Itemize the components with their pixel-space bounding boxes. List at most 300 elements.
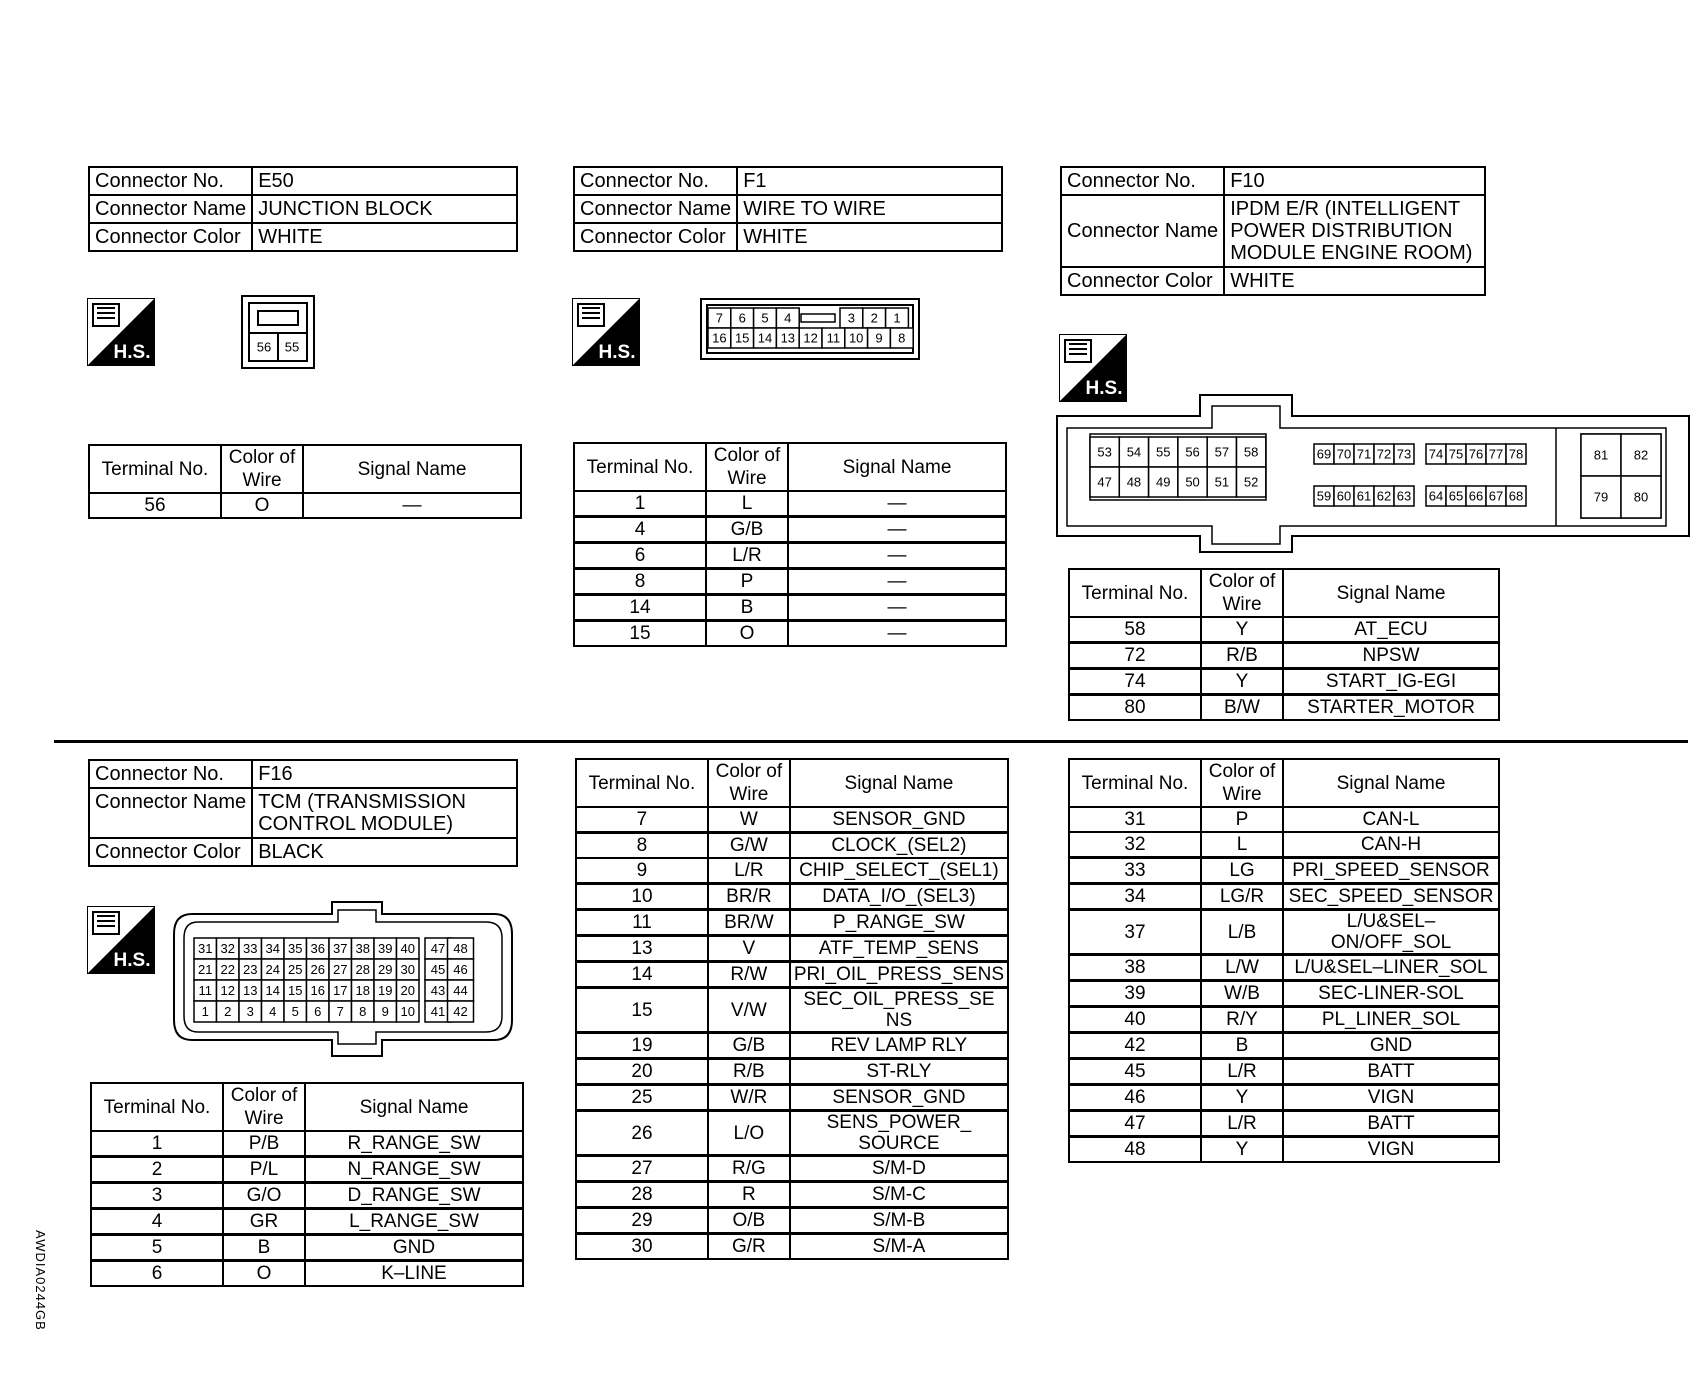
table-row [1069, 807, 1499, 832]
terminal-no-cell: 32 [1069, 832, 1201, 858]
signal-name-header: Signal Name [305, 1083, 523, 1131]
wire-color-cell: L/R [706, 543, 788, 569]
signal-name-cell: SEC_OIL_PRESS_SE NS [790, 988, 1008, 1033]
terminal-no-cell: 38 [1069, 955, 1201, 981]
terminal-no-cell: 6 [91, 1261, 223, 1287]
terminal-no-cell: 28 [576, 1182, 708, 1208]
signal-name-cell: PL_LINER_SOL [1283, 1007, 1499, 1033]
terminal-no-cell: 15 [576, 988, 708, 1033]
signal-name-cell: D_RANGE_SW [305, 1183, 523, 1209]
wire-color-cell: P/L [223, 1157, 305, 1183]
table-row [1069, 617, 1499, 643]
f16-info-table [88, 759, 518, 867]
pin-45: 45 [430, 962, 446, 977]
pin-54: 54 [1126, 444, 1142, 460]
terminal-no-cell: 31 [1069, 807, 1201, 832]
table-row [576, 884, 1008, 910]
table-row [576, 1085, 1008, 1111]
table-row [1069, 858, 1499, 884]
connector-color-value: WHITE [737, 223, 1002, 251]
pin-57: 57 [1214, 444, 1230, 460]
wire-color-cell: O/B [708, 1208, 790, 1234]
signal-name-cell: GND [305, 1235, 523, 1261]
table-row [576, 1182, 1008, 1208]
pin-48: 48 [1126, 474, 1142, 490]
f1-info-table [573, 166, 1003, 252]
table-row [576, 988, 1008, 1033]
signal-name-cell: ATF_TEMP_SENS [790, 936, 1008, 962]
table-row [574, 569, 1006, 595]
pin-8: 8 [359, 1004, 367, 1019]
terminal-no-cell: 37 [1069, 910, 1201, 955]
wire-color-cell: V [708, 936, 790, 962]
pin-51: 51 [1214, 474, 1230, 490]
table-row [91, 1157, 523, 1183]
pin-15: 15 [734, 330, 750, 346]
terminal-no-cell: 39 [1069, 981, 1201, 1007]
signal-name-header: Signal Name [788, 443, 1006, 491]
terminal-no-cell: 4 [574, 517, 706, 543]
wire-color-cell: BR/R [708, 884, 790, 910]
wire-color-cell: P [1201, 807, 1283, 832]
connector-name-value: TCM (TRANSMISSION CONTROL MODULE) [252, 788, 517, 838]
terminal-no-cell: 33 [1069, 858, 1201, 884]
pin-44: 44 [453, 983, 468, 998]
harness-side-icon [87, 298, 155, 366]
signal-name-cell: VIGN [1283, 1085, 1499, 1111]
connector-no-value: F16 [252, 760, 517, 788]
signal-name-cell: K–LINE [305, 1261, 523, 1287]
pin-28: 28 [355, 962, 370, 977]
pin-18: 18 [355, 983, 370, 998]
terminal-no-cell: 30 [576, 1234, 708, 1260]
signal-name-cell: ST-RLY [790, 1059, 1008, 1085]
table-row [1069, 1007, 1499, 1033]
pin-38: 38 [355, 941, 370, 956]
pin-61: 61 [1356, 488, 1372, 504]
signal-name-cell: BATT [1283, 1111, 1499, 1137]
pin-64: 64 [1428, 488, 1444, 504]
terminal-no-cell: 48 [1069, 1137, 1201, 1163]
pin-5: 5 [291, 1004, 299, 1019]
wire-color-cell: R/W [708, 962, 790, 988]
wire-color-cell: G/O [223, 1183, 305, 1209]
signal-name-header: Signal Name [1283, 569, 1499, 617]
terminal-no-cell: 45 [1069, 1059, 1201, 1085]
connector-no-label: Connector No. [89, 167, 252, 195]
signal-name-cell: CHIP_SELECT_(SEL1) [790, 858, 1008, 884]
section-divider [54, 740, 1688, 743]
table-row [91, 1131, 523, 1157]
pin-47: 47 [430, 941, 446, 956]
signal-name-cell: DATA_I/O_(SEL3) [790, 884, 1008, 910]
e50-info-table [88, 166, 518, 252]
signal-name-cell: S/M-A [790, 1234, 1008, 1260]
connector-name-label: Connector Name [574, 195, 737, 223]
pin-80: 80 [1633, 489, 1649, 505]
pin-3: 3 [847, 310, 856, 326]
connector-no-label: Connector No. [1061, 167, 1224, 195]
terminal-no-cell: 74 [1069, 669, 1201, 695]
signal-name-header: Signal Name [790, 759, 1008, 807]
wire-color-cell: Y [1201, 669, 1283, 695]
terminal-no-header: Terminal No. [1069, 569, 1201, 617]
signal-name-cell: PRI_OIL_PRESS_SENS [790, 962, 1008, 988]
terminal-no-cell: 8 [576, 833, 708, 859]
f16-terminal-table-b [575, 758, 1009, 1260]
pin-41: 41 [430, 1004, 446, 1019]
table-row [1069, 1033, 1499, 1059]
pin-11: 11 [826, 330, 841, 346]
pin-10: 10 [400, 1004, 415, 1019]
f10-info-table [1060, 166, 1486, 296]
pin-19: 19 [378, 983, 393, 998]
wire-color-cell: B [223, 1235, 305, 1261]
svg-text:H.S.: H.S. [113, 342, 151, 363]
harness-side-icon [1059, 334, 1127, 402]
table-row [574, 517, 1006, 543]
terminal-no-cell: 8 [574, 569, 706, 595]
terminal-no-cell: 27 [576, 1156, 708, 1182]
connector-color-label: Connector Color [89, 838, 252, 866]
pin-4: 4 [269, 1004, 277, 1019]
table-row [574, 595, 1006, 621]
table-row [1069, 955, 1499, 981]
table-row [1069, 832, 1499, 858]
e50-terminal-table [88, 444, 522, 519]
connector-name-value: JUNCTION BLOCK [252, 195, 517, 223]
pin-15: 15 [288, 983, 303, 998]
table-row [1069, 1111, 1499, 1137]
connector-name-value: WIRE TO WIRE [737, 195, 1002, 223]
terminal-no-cell: 25 [576, 1085, 708, 1111]
pin-7: 7 [336, 1004, 344, 1019]
table-row [91, 1235, 523, 1261]
terminal-no-header: Terminal No. [576, 759, 708, 807]
f10-terminal-table [1068, 568, 1500, 721]
table-row [576, 1111, 1008, 1156]
pin-25: 25 [288, 962, 303, 977]
pin-7: 7 [715, 310, 724, 326]
pin-62: 62 [1376, 488, 1392, 504]
pin-14: 14 [265, 983, 280, 998]
table-row [576, 833, 1008, 859]
pin-31: 31 [198, 941, 213, 956]
pin-9: 9 [381, 1004, 389, 1019]
connector-no-label: Connector No. [89, 760, 252, 788]
pin-43: 43 [430, 983, 446, 998]
terminal-no-cell: 14 [574, 595, 706, 621]
wire-color-cell: G/W [708, 833, 790, 859]
connector-name-label: Connector Name [1061, 195, 1224, 267]
table-row [576, 807, 1008, 833]
signal-name-cell: STARTER_MOTOR [1283, 695, 1499, 721]
pin-42: 42 [453, 1004, 468, 1019]
signal-name-cell: — [788, 491, 1006, 517]
connector-no-value: E50 [252, 167, 517, 195]
table-row [1069, 910, 1499, 955]
wire-color-cell: R/Y [1201, 1007, 1283, 1033]
pin-58: 58 [1243, 444, 1259, 460]
table-row [91, 1183, 523, 1209]
signal-name-cell: N_RANGE_SW [305, 1157, 523, 1183]
terminal-no-header: Terminal No. [1069, 759, 1201, 807]
terminal-no-cell: 5 [91, 1235, 223, 1261]
svg-text:H.S.: H.S. [113, 950, 151, 971]
wire-color-cell: R [708, 1182, 790, 1208]
signal-name-cell: L/U&SEL–LINER_SOL [1283, 955, 1499, 981]
table-row [574, 543, 1006, 569]
signal-name-cell: — [788, 595, 1006, 621]
wire-color-cell: G/R [708, 1234, 790, 1260]
wire-color-cell: L/O [708, 1111, 790, 1156]
terminal-no-cell: 19 [576, 1033, 708, 1059]
pin-34: 34 [265, 941, 280, 956]
wire-color-cell: P [706, 569, 788, 595]
svg-text:H.S.: H.S. [598, 342, 636, 363]
pin-12: 12 [220, 983, 235, 998]
wire-color-cell: L/R [708, 858, 790, 884]
signal-name-header: Signal Name [303, 445, 521, 493]
wire-color-cell: W/R [708, 1085, 790, 1111]
harness-side-icon [87, 906, 155, 974]
terminal-no-cell: 40 [1069, 1007, 1201, 1033]
signal-name-cell: S/M-D [790, 1156, 1008, 1182]
f16-terminal-table-a [90, 1082, 524, 1287]
pin-37: 37 [333, 941, 348, 956]
wire-color-cell: L/R [1201, 1059, 1283, 1085]
wire-color-cell: Y [1201, 617, 1283, 643]
connector-color-value: BLACK [252, 838, 517, 866]
signal-name-cell: SEC-LINER-SOL [1283, 981, 1499, 1007]
wire-color-cell: L/R [1201, 1111, 1283, 1137]
terminal-no-cell: 80 [1069, 695, 1201, 721]
pin-23: 23 [243, 962, 258, 977]
terminal-no-cell: 1 [574, 491, 706, 517]
pin-35: 35 [288, 941, 303, 956]
svg-text:H.S.: H.S. [1085, 378, 1123, 399]
wire-color-header: Color of Wire [708, 759, 790, 807]
table-row [1069, 669, 1499, 695]
table-row [574, 621, 1006, 647]
wire-color-cell: L [1201, 832, 1283, 858]
pin-1: 1 [893, 310, 901, 326]
connector-color-value: WHITE [1224, 267, 1485, 295]
pin-48: 48 [453, 941, 468, 956]
terminal-no-cell: 3 [91, 1183, 223, 1209]
pin-16: 16 [310, 983, 325, 998]
terminal-no-cell: 4 [91, 1209, 223, 1235]
signal-name-cell: S/M-C [790, 1182, 1008, 1208]
pin-40: 40 [400, 941, 415, 956]
connector-no-label: Connector No. [574, 167, 737, 195]
signal-name-header: Signal Name [1283, 759, 1499, 807]
terminal-no-cell: 26 [576, 1111, 708, 1156]
wire-color-cell: R/B [1201, 643, 1283, 669]
pin-26: 26 [310, 962, 325, 977]
pin-56: 56 [256, 339, 272, 355]
wire-color-cell: Y [1201, 1085, 1283, 1111]
pin-75: 75 [1448, 446, 1464, 462]
connector-color-value: WHITE [252, 223, 517, 251]
table-row: 56 O — [89, 493, 521, 518]
connector-no-value: F10 [1224, 167, 1485, 195]
wire-color-cell: GR [223, 1209, 305, 1235]
signal-name-cell: CAN-H [1283, 832, 1499, 858]
pin-29: 29 [378, 962, 393, 977]
table-row [576, 962, 1008, 988]
pin-39: 39 [378, 941, 393, 956]
table-row [576, 1033, 1008, 1059]
table-row [1069, 981, 1499, 1007]
pin-3: 3 [246, 1004, 254, 1019]
signal-name-cell: CAN-L [1283, 807, 1499, 832]
terminal-no-cell: 42 [1069, 1033, 1201, 1059]
pin-60: 60 [1336, 488, 1352, 504]
pin-52: 52 [1243, 474, 1259, 490]
wire-color-cell: BR/W [708, 910, 790, 936]
wire-color-header: Color of Wire [1201, 569, 1283, 617]
terminal-no-header: Terminal No. [89, 445, 221, 493]
wire-color-cell: R/G [708, 1156, 790, 1182]
wire-color-cell: G/B [708, 1033, 790, 1059]
pin-76: 76 [1468, 446, 1484, 462]
pin-17: 17 [333, 983, 348, 998]
pin-65: 65 [1448, 488, 1464, 504]
signal-name-cell: AT_ECU [1283, 617, 1499, 643]
f10-connector-face [1056, 394, 1690, 554]
wire-color-cell: L [706, 491, 788, 517]
signal-name-cell: NPSW [1283, 643, 1499, 669]
pin-14: 14 [757, 330, 773, 346]
pin-53: 53 [1097, 444, 1112, 460]
terminal-no-cell: 72 [1069, 643, 1201, 669]
signal-name-cell: CLOCK_(SEL2) [790, 833, 1008, 859]
e50-connector-face [241, 295, 315, 369]
pin-8: 8 [898, 330, 906, 346]
f16-connector-face [172, 900, 514, 1058]
signal-name-cell: BATT [1283, 1059, 1499, 1085]
signal-name-cell: R_RANGE_SW [305, 1131, 523, 1157]
pin-5: 5 [761, 310, 769, 326]
signal-name-cell: REV LAMP RLY [790, 1033, 1008, 1059]
pin-50: 50 [1185, 474, 1200, 490]
connector-name-label: Connector Name [89, 195, 252, 223]
terminal-no-header: Terminal No. [574, 443, 706, 491]
pin-1: 1 [201, 1004, 209, 1019]
pin-47: 47 [1097, 474, 1112, 490]
terminal-no-cell: 11 [576, 910, 708, 936]
pin-82: 82 [1633, 447, 1649, 463]
terminal-no-cell: 6 [574, 543, 706, 569]
wire-color-header: Color of Wire [1201, 759, 1283, 807]
signal-name-cell: VIGN [1283, 1137, 1499, 1163]
signal-name-cell: GND [1283, 1033, 1499, 1059]
wire-color-header: Color of Wire [221, 445, 303, 493]
signal-name-cell: PRI_SPEED_SENSOR [1283, 858, 1499, 884]
f16-terminal-table-c [1068, 758, 1500, 1163]
table-row [1069, 884, 1499, 910]
table-row [576, 910, 1008, 936]
table-row [91, 1209, 523, 1235]
connector-color-label: Connector Color [89, 223, 252, 251]
pin-70: 70 [1336, 446, 1352, 462]
pin-55: 55 [284, 339, 300, 355]
pin-72: 72 [1376, 446, 1392, 462]
pin-49: 49 [1156, 474, 1171, 490]
pin-32: 32 [220, 941, 235, 956]
signal-name-cell: L/U&SEL–ON/OFF_SOL [1283, 910, 1499, 955]
pin-27: 27 [333, 962, 348, 977]
signal-name-cell: S/M-B [790, 1208, 1008, 1234]
table-row [1069, 643, 1499, 669]
wire-color-cell: V/W [708, 988, 790, 1033]
pin-78: 78 [1508, 446, 1524, 462]
pin-67: 67 [1488, 488, 1504, 504]
table-row [576, 1208, 1008, 1234]
pin-30: 30 [400, 962, 415, 977]
signal-name-cell: L_RANGE_SW [305, 1209, 523, 1235]
pin-20: 20 [400, 983, 415, 998]
wire-color-header: Color of Wire [223, 1083, 305, 1131]
pin-63: 63 [1396, 488, 1412, 504]
wire-color-header: Color of Wire [706, 443, 788, 491]
harness-side-icon [572, 298, 640, 366]
table-row [1069, 1085, 1499, 1111]
signal-name-cell: SEC_SPEED_SENSOR [1283, 884, 1499, 910]
pin-56: 56 [1185, 444, 1200, 460]
pin-33: 33 [243, 941, 258, 956]
terminal-no-cell: 47 [1069, 1111, 1201, 1137]
terminal-no-cell: 58 [1069, 617, 1201, 643]
signal-name-cell: SENSOR_GND [790, 1085, 1008, 1111]
pin-13: 13 [243, 983, 258, 998]
terminal-no-cell: 9 [576, 858, 708, 884]
pin-10: 10 [848, 330, 864, 346]
terminal-no-cell: 13 [576, 936, 708, 962]
table-row [576, 1059, 1008, 1085]
pin-55: 55 [1156, 444, 1171, 460]
f1-connector-face [700, 298, 920, 360]
signal-name-cell: — [788, 621, 1006, 647]
pin-22: 22 [220, 962, 235, 977]
terminal-no-cell: 1 [91, 1131, 223, 1157]
terminal-no-cell: 29 [576, 1208, 708, 1234]
terminal-no-cell: 10 [576, 884, 708, 910]
connector-color-label: Connector Color [574, 223, 737, 251]
pin-16: 16 [712, 330, 727, 346]
signal-name-cell: START_IG-EGI [1283, 669, 1499, 695]
pin-46: 46 [453, 962, 468, 977]
pin-4: 4 [784, 310, 792, 326]
pin-69: 69 [1316, 446, 1332, 462]
wire-color-cell: L/W [1201, 955, 1283, 981]
pin-21: 21 [198, 962, 213, 977]
signal-name-cell: — [788, 569, 1006, 595]
wire-color-cell: R/B [708, 1059, 790, 1085]
pin-9: 9 [875, 330, 883, 346]
wire-color-cell: Y [1201, 1137, 1283, 1163]
table-row [574, 491, 1006, 517]
signal-name-cell: SENS_POWER_ SOURCE [790, 1111, 1008, 1156]
wire-color-cell: B [706, 595, 788, 621]
pin-81: 81 [1593, 447, 1609, 463]
table-row [1069, 1137, 1499, 1163]
signal-name-cell: — [788, 517, 1006, 543]
f1-terminal-table [573, 442, 1007, 647]
connector-name-value: IPDM E/R (INTELLIGENT POWER DISTRIBUTION MODULE ENGINE ROOM) [1224, 195, 1485, 267]
wire-color-cell: B/W [1201, 695, 1283, 721]
